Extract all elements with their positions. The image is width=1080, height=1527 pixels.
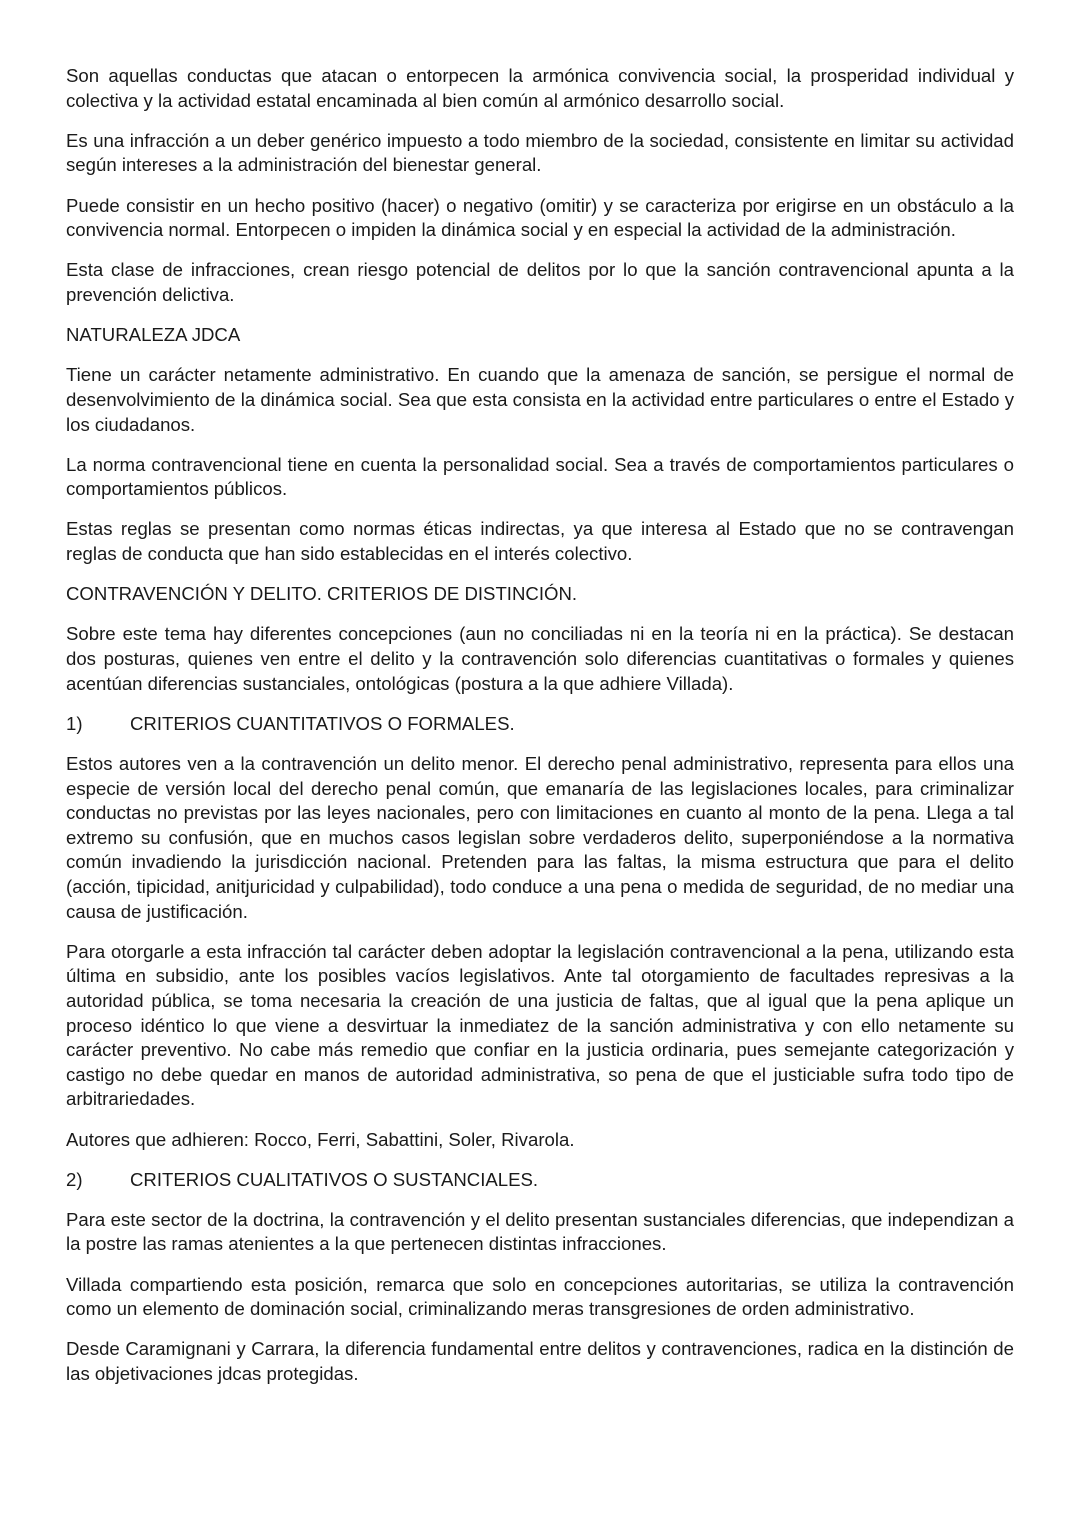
paragraph-administrative-character: Tiene un carácter netamente administrativo. En cuando que la amenaza de sanción, se persigue el normal de desenvolvimiento de la dinámica social. Sea que esta consista en la actividad entre particulares o entre el Estado y los ciudadanos. <box>66 364 1014 435</box>
section-heading-distinction: CONTRAVENCIÓN Y DELITO. CRITERIOS DE DISTINCIÓN. <box>66 583 578 605</box>
paragraph-positive-negative: Puede consistir en un hecho positivo (hacer) o negativo (omitir) y se caracteriza por erigirse en un obstáculo a la convivencia normal. Entorpecen o impiden la dinámica social y en especial la actividad de la administración. <box>66 194 1014 241</box>
numbered-heading-qualitative <box>66 1168 1014 1193</box>
numbered-heading-quantitative <box>66 712 1014 737</box>
paragraph-authors: Autores que adhieren: Rocco, Ferri, Sabattini, Soler, Rivarola. <box>66 1128 575 1150</box>
paragraph-doctrine-sector: Para este sector de la doctrina, la contravención y el delito presentan sustanciales diferencias, que independizan a la postre las ramas atenientes a la que pertenecen distintas infracciones. <box>66 1208 1014 1255</box>
paragraph-definition: Son aquellas conductas que atacan o entorpecen la armónica convivencia social, la prosperidad individual y colectiva y la actividad estatal encaminada al bien común al armónico desarrollo social. <box>66 65 1014 111</box>
paragraph-infraction: Es una infracción a un deber genérico impuesto a todo miembro de la sociedad, consistente en limitar su actividad según intereses a la administración del bienestar general. <box>66 129 1014 176</box>
paragraph-carrara: Desde Caramignani y Carrara, la diferencia fundamental entre delitos y contravenciones, radica en la distinción de las objetivaciones jdcas protegidas. <box>66 1338 1014 1385</box>
paragraph-risk: Esta clase de infracciones, crean riesgo potencial de delitos por lo que la sanción contravencional apunta a la prevención delictiva. <box>66 259 1014 305</box>
list-number: 2) <box>66 1168 83 1190</box>
section-heading-naturaleza: NATURALEZA JDCA <box>66 324 241 346</box>
numbered-heading-text: CRITERIOS CUALITATIVOS O SUSTANCIALES. <box>130 1168 539 1190</box>
paragraph-minor-offense: Estos autores ven a la contravención un delito menor. El derecho penal administrativo, representa para ellos una especie de versión local del derecho penal común, que emanaría de las legislaciones locales, para criminalizar conductas no previstas por las leyes nacionales, pero con limitaciones en cuanto al monto de la pena. Llega a tal extremo su confusión, que en muchos casos legislan sobre verdaderos delito, superponiéndose a la normativa común invadiendo la jurisdicción nacional. Pretenden para las faltas, la misma estructura que para el delito (acción, tipicidad, anitjuricidad y culpabilidad), todo conduce a una pena o medida de seguridad, de no mediar una causa de justificación. <box>66 753 1014 922</box>
paragraph-social-personality: La norma contravencional tiene en cuenta la personalidad social. Sea a través de comportamientos particulares o comportamientos públicos. <box>66 453 1014 500</box>
paragraph-penal-character: Para otorgarle a esta infracción tal carácter deben adoptar la legislación contravencional a la pena, utilizando esta última en subsidio, ante los posibles vacíos legislativos. Ante tal otorgamiento de facultades represivas a la autoridad pública, se toma necesaria la creación de una justicia de faltas, que al igual que la pena aplique un proceso idéntico lo que viene a desvirtuar la inmediatez de la sanción administrativa y con ello netamente su carácter preventivo. No cabe más remedio que confiar en la justicia ordinaria, pues semejante categorización y castigo no debe quedar en manos de autoridad administrativa, so pena de que el justiciable sufra todo tipo de arbitrariedades. <box>66 940 1014 1110</box>
paragraph-villada: Villada compartiendo esta posición, remarca que solo en concepciones autoritarias, se utiliza la contravención como un elemento de dominación social, criminalizando meras transgresiones de orden administrativo. <box>66 1273 1014 1320</box>
paragraph-ethical-norms: Estas reglas se presentan como normas éticas indirectas, ya que interesa al Estado que no se contravengan reglas de conducta que han sido establecidas en el interés colectivo. <box>66 518 1014 565</box>
list-number: 1) <box>66 712 83 734</box>
numbered-heading-text: CRITERIOS CUANTITATIVOS O FORMALES. <box>130 712 515 734</box>
paragraph-two-postures: Sobre este tema hay diferentes concepciones (aun no conciliadas ni en la teoría ni en la práctica). Se destacan dos posturas, quienes ven entre el delito y la contravención solo diferencias cuantitativas o formales y quienes acentúan diferencias sustanciales, ontológicas (postura a la que adhiere Villada). <box>66 623 1014 694</box>
document-page <box>66 64 1014 1402</box>
